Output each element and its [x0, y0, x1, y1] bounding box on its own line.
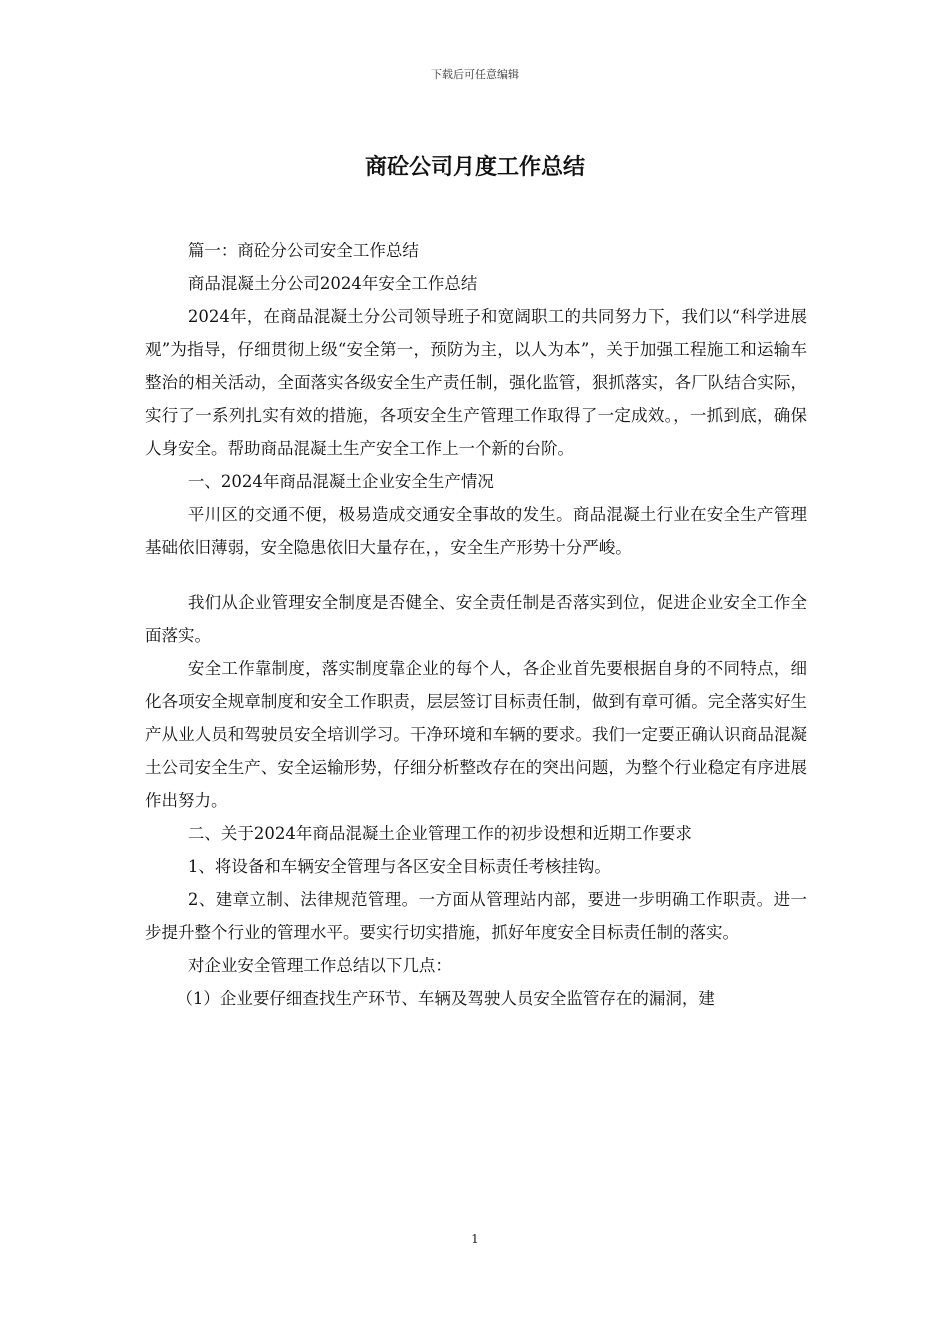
paragraph-management: 我们从企业管理安全制度是否健全、安全责任制是否落实到位，促进企业安全工作全面落实。 — [145, 593, 807, 645]
paragraph-section-heading: 篇一：商砼分公司安全工作总结 — [187, 241, 419, 260]
paragraph-item-2: 2、建章立制、法律规范管理。一方面从管理站内部，要进一步明确工作职责。进一步提升整个行业的管理水平。要实行切实措施，抓好年度安全目标责任制的落实。 — [145, 890, 807, 942]
page-number: 1 — [471, 1232, 479, 1246]
paragraph-point-1: （1）企业要仔细查找生产环节、车辆及驾驶人员安全监管存在的漏洞，建 — [176, 989, 715, 1008]
paragraph-subtitle: 商品混凝土分公司2024年安全工作总结 — [187, 274, 478, 293]
page-header-note: 下载后可任意编辑 — [431, 68, 519, 81]
paragraph-system: 安全工作靠制度，落实制度靠企业的每个人，各企业首先要根据自身的不同特点，细化各项安全规章制度和安全工作职责，层层签订目标责任制，做到有章可循。完全落实好生产从业人员和驾驶员安全培训学习。干净环境和车辆的要求。我们一定要正确认识商品混凝土公司安全生产、安全运输形势，仔细分析整改存在的突出问题，为整个行业稳定有序进展作出努力。 — [145, 659, 807, 810]
document-body — [145, 234, 807, 1015]
paragraph-intro: 2024年，在商品混凝土分公司领导班子和宽阔职工的共同努力下，我们以“科学进展观”为指导，仔细贯彻上级“安全第一，预防为主，以人为本”，关于加强工程施工和运输车整治的相关活动，全面落实各级安全生产责任制，强化监管，狠抓落实，各厂队结合实际，实行了一系列扎实有效的措施，各项安全生产管理工作取得了一定成效。，一抓到底，确保人身安全。帮助商品混凝土生产安全工作上一个新的台阶。 — [145, 307, 807, 458]
paragraph-item-1: 1、将设备和车辆安全管理与各区安全目标责任考核挂钩。 — [187, 857, 611, 876]
document-title: 商砼公司月度工作总结 — [364, 155, 585, 180]
paragraph-heading-two: 二、关于2024年商品混凝土企业管理工作的初步设想和近期工作要求 — [187, 824, 692, 843]
paragraph-heading-one: 一、2024年商品混凝土企业安全生产情况 — [187, 472, 494, 491]
paragraph-summary-intro: 对企业安全管理工作总结以下几点： — [187, 956, 452, 975]
paragraph-situation: 平川区的交通不便，极易造成交通安全事故的发生。商品混凝土行业在安全生产管理基础依旧薄弱，安全隐患依旧大量存在，，安全生产形势十分严峻。 — [145, 505, 807, 557]
